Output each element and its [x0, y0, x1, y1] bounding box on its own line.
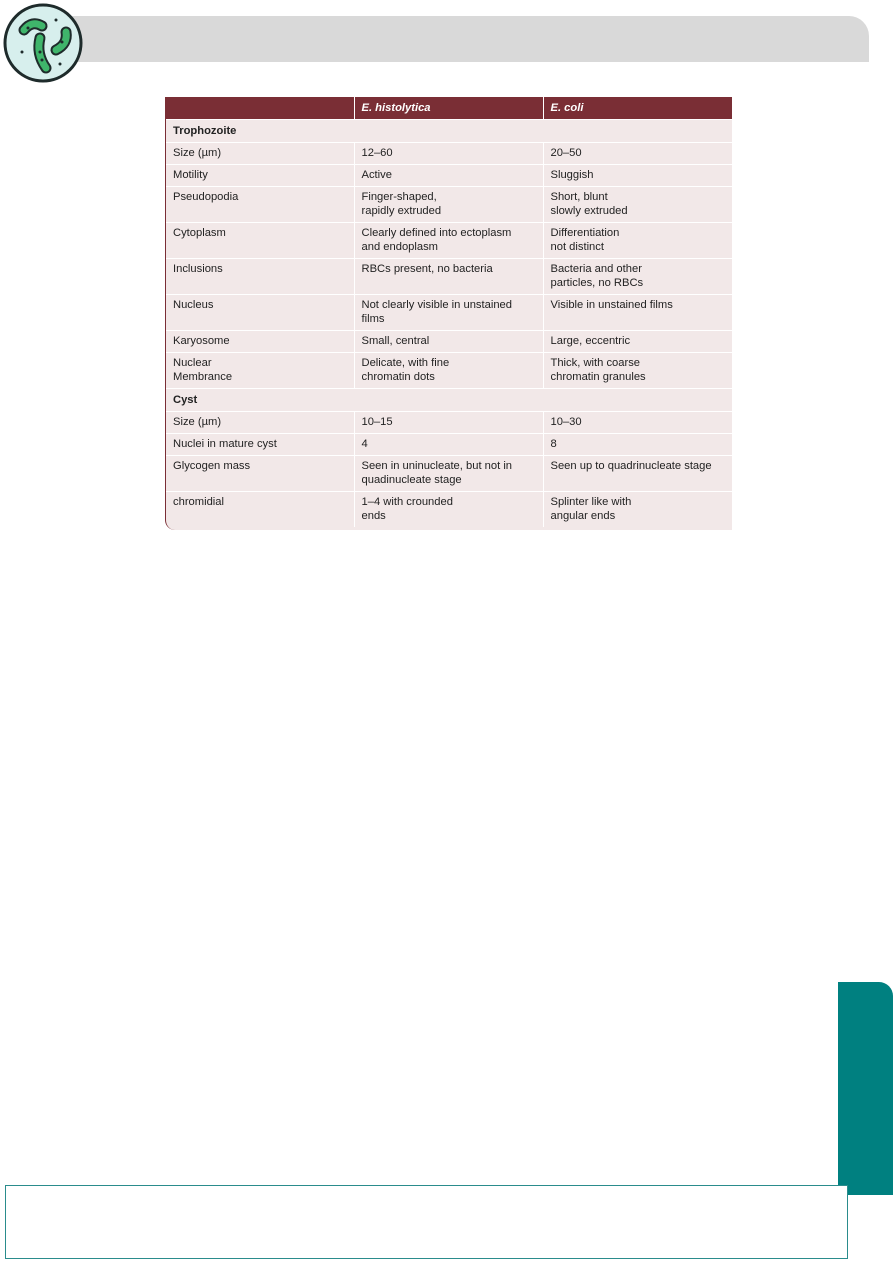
- feature-cell: Glycogen mass: [166, 456, 354, 492]
- table-row: [166, 492, 732, 528]
- table-row: [166, 187, 732, 223]
- table-row: [166, 434, 732, 456]
- histolytica-cell: Small, central: [354, 331, 543, 353]
- coli-cell: Thick, with coarse chromatin granules: [543, 353, 732, 389]
- feature-cell: chromidial: [166, 492, 354, 528]
- feature-cell: Nuclear Membrance: [166, 353, 354, 389]
- coli-cell: 10–30: [543, 412, 732, 434]
- section-title: Trophozoite: [166, 120, 732, 143]
- feature-cell: Motility: [166, 165, 354, 187]
- coli-cell: Large, eccentric: [543, 331, 732, 353]
- table-row: [166, 165, 732, 187]
- table-row: [166, 223, 732, 259]
- section-header-row: [166, 120, 732, 143]
- coli-cell: Splinter like with angular ends: [543, 492, 732, 528]
- column-header: E. coli: [543, 97, 732, 120]
- coli-cell: Sluggish: [543, 165, 732, 187]
- comparison-table-container: [165, 97, 732, 530]
- column-header: [166, 97, 354, 120]
- comparison-table: [166, 97, 732, 527]
- histolytica-cell: Delicate, with fine chromatin dots: [354, 353, 543, 389]
- section-header-row: [166, 389, 732, 412]
- table-row: [166, 143, 732, 165]
- feature-cell: Inclusions: [166, 259, 354, 295]
- side-tab: [838, 982, 893, 1195]
- column-header: E. histolytica: [354, 97, 543, 120]
- bacteria-icon: [2, 2, 84, 84]
- coli-cell: Bacteria and other particles, no RBCs: [543, 259, 732, 295]
- table-row: [166, 259, 732, 295]
- histolytica-cell: RBCs present, no bacteria: [354, 259, 543, 295]
- table-row: [166, 331, 732, 353]
- histolytica-cell: 10–15: [354, 412, 543, 434]
- feature-cell: Pseudopodia: [166, 187, 354, 223]
- table-row: [166, 456, 732, 492]
- header-bar: [38, 16, 869, 62]
- table-header-row: [166, 97, 732, 120]
- histolytica-cell: Clearly defined into ectoplasm and endoplasm: [354, 223, 543, 259]
- histolytica-cell: 4: [354, 434, 543, 456]
- table-row: [166, 353, 732, 389]
- histolytica-cell: 1–4 with crounded ends: [354, 492, 543, 528]
- coli-cell: Short, blunt slowly extruded: [543, 187, 732, 223]
- feature-cell: Size (µm): [166, 412, 354, 434]
- feature-cell: Nuclei in mature cyst: [166, 434, 354, 456]
- footer-box: [5, 1185, 848, 1259]
- feature-cell: Nucleus: [166, 295, 354, 331]
- section-title: Cyst: [166, 389, 732, 412]
- histolytica-cell: Active: [354, 165, 543, 187]
- coli-cell: 20–50: [543, 143, 732, 165]
- coli-cell: Differentiation not distinct: [543, 223, 732, 259]
- feature-cell: Cytoplasm: [166, 223, 354, 259]
- coli-cell: Visible in unstained films: [543, 295, 732, 331]
- histolytica-cell: 12–60: [354, 143, 543, 165]
- feature-cell: Size (µm): [166, 143, 354, 165]
- histolytica-cell: Not clearly visible in unstained films: [354, 295, 543, 331]
- histolytica-cell: Seen in uninucleate, but not in quadinucleate stage: [354, 456, 543, 492]
- coli-cell: Seen up to quadrinucleate stage: [543, 456, 732, 492]
- coli-cell: 8: [543, 434, 732, 456]
- histolytica-cell: Finger-shaped, rapidly extruded: [354, 187, 543, 223]
- table-row: [166, 412, 732, 434]
- feature-cell: Karyosome: [166, 331, 354, 353]
- table-row: [166, 295, 732, 331]
